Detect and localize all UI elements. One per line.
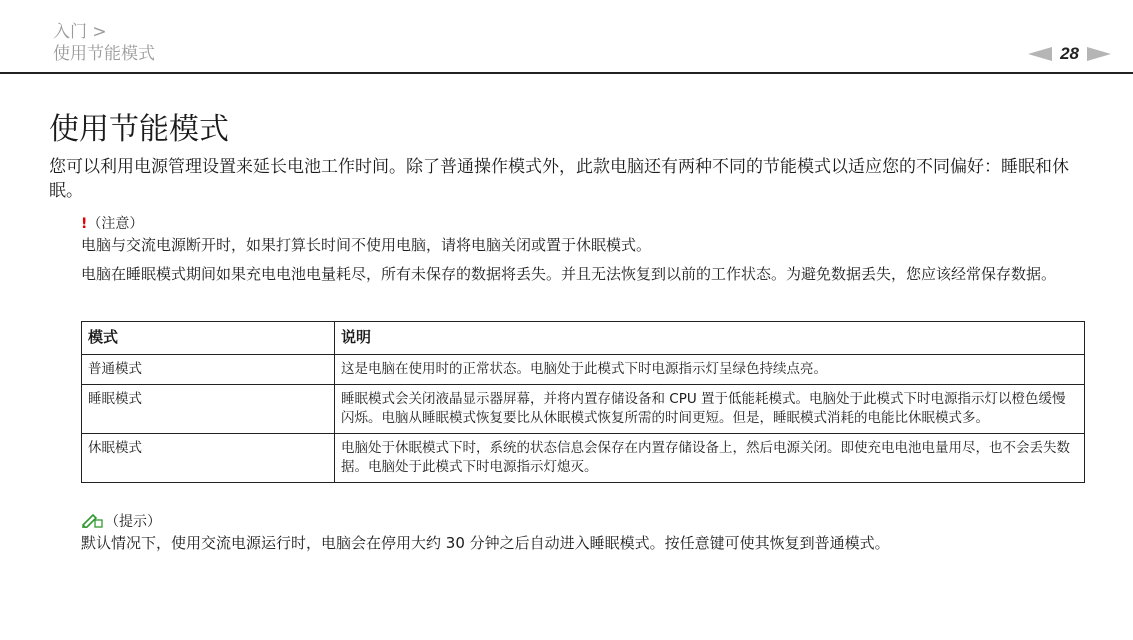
- triangle-left-icon[interactable]: [1028, 47, 1052, 61]
- table-row: [82, 434, 1085, 483]
- breadcrumb-parent[interactable]: 入门 >: [53, 22, 107, 42]
- breadcrumb-current: 使用节能模式: [53, 44, 155, 64]
- table-header-row: [82, 322, 1085, 355]
- tip-label: （提示）: [105, 514, 161, 530]
- intro-paragraph: 您可以利用电源管理设置来延长电池工作时间。除了普通操作模式外，此款电脑还有两种不同的节能模式以适应您的不同偏好：睡眠和休眠。: [49, 157, 1069, 201]
- mode-description: 这是电脑在使用时的正常状态。电脑处于此模式下时电源指示灯呈绿色持续点亮。: [335, 355, 1085, 385]
- note-heading: [81, 215, 143, 233]
- mode-description: 睡眠模式会关闭液晶显示器屏幕，并将内置存储设备和 CPU 置于低能耗模式。电脑处于此模式下时电源指示灯以橙色缓慢闪烁。电脑从睡眠模式恢复要比从休眠模式恢复所需的时间更短。但是，睡眠模式消耗的电能比休眠模式多。: [335, 385, 1085, 434]
- tip-heading: [81, 512, 161, 532]
- note-paragraph-1: 电脑与交流电源断开时，如果打算长时间不使用电脑，请将电脑关闭或置于休眠模式。: [81, 236, 652, 254]
- pager: [1028, 43, 1111, 65]
- mode-name: 休眠模式: [82, 434, 335, 483]
- column-header-mode: 模式: [82, 322, 335, 355]
- mode-name: 睡眠模式: [82, 385, 335, 434]
- mode-name: 普通模式: [82, 355, 335, 385]
- note-label: （注意）: [87, 216, 144, 232]
- mode-description: 电脑处于休眠模式下时，系统的状态信息会保存在内置存储设备上，然后电源关闭。即使充电电池电量用尽，也不会丢失数据。电脑处于此模式下时电源指示灯熄灭。: [335, 434, 1085, 483]
- tip-paragraph: 默认情况下，使用交流电源运行时，电脑会在停用大约 30 分钟之后自动进入睡眠模式。按任意键可使其恢复到普通模式。: [81, 534, 890, 552]
- triangle-right-icon[interactable]: [1087, 47, 1111, 61]
- table-row: [82, 385, 1085, 434]
- modes-table: [81, 321, 1085, 483]
- table-row: [82, 355, 1085, 385]
- pencil-hint-icon: [81, 512, 103, 532]
- page-number: 28: [1060, 44, 1079, 63]
- header: [0, 0, 1133, 74]
- pencil-hint-icon-svg: [81, 512, 103, 528]
- page-title: 使用节能模式: [49, 112, 229, 147]
- column-header-description: 说明: [335, 322, 1085, 355]
- exclamation-icon: !: [81, 216, 88, 232]
- note-paragraph-2: 电脑在睡眠模式期间如果充电电池电量耗尽，所有未保存的数据将丢失。并且无法恢复到以前的工作状态。为避免数据丢失，您应该经常保存数据。: [81, 265, 1057, 283]
